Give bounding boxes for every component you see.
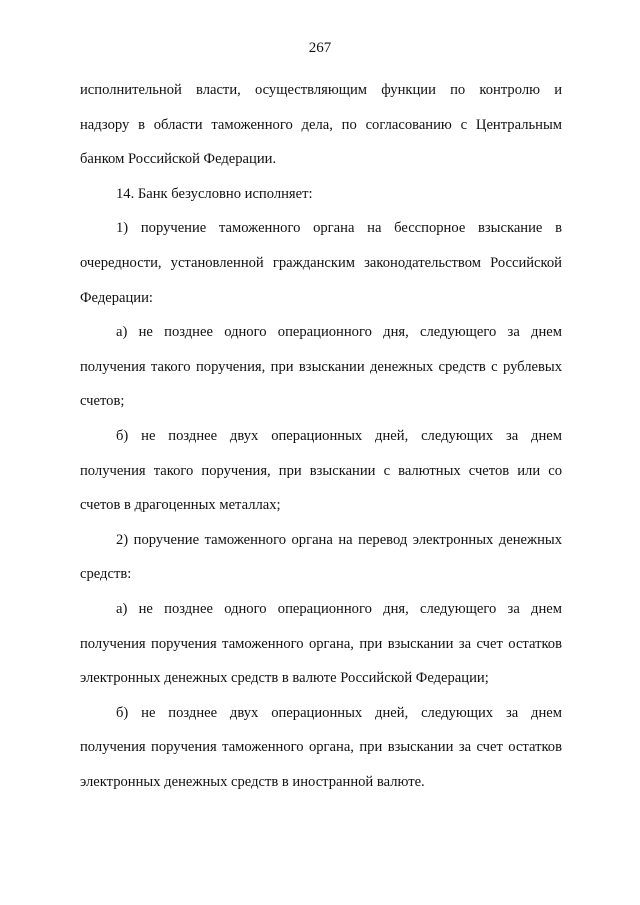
page-number: 267 <box>308 40 332 56</box>
paragraph-continuation <box>80 73 562 177</box>
text-line: электронных денежных средств в иностранной валюте. <box>80 773 425 790</box>
text-line: средств: <box>80 566 132 583</box>
text-line: а) не позднее одного операционного дня, следующего за днем <box>116 324 562 341</box>
text-line: счетов в драгоценных металлах; <box>80 497 281 514</box>
text-line: получения такого поручения, при взыскании с валютных счетов или со <box>80 462 562 479</box>
text-line: надзору в области таможенного дела, по согласованию с Центральным <box>80 116 562 133</box>
text-line: банком Российской Федерации. <box>80 151 277 168</box>
text-line: получения поручения таможенного органа, при взыскании за счет остатков <box>80 635 562 652</box>
paragraph-subitem-2a <box>80 592 562 696</box>
paragraph-item-14 <box>80 177 562 212</box>
text-line: Федерации: <box>80 289 153 306</box>
paragraph-subitem-1b <box>80 419 562 523</box>
document-body <box>80 73 562 799</box>
text-line: 1) поручение таможенного органа на бесспорное взыскание в <box>116 220 562 237</box>
text-line: очередности, установленной гражданским законодательством Российской <box>80 254 562 271</box>
paragraph-subitem-1 <box>80 211 562 315</box>
text-line: а) не позднее одного операционного дня, следующего за днем <box>116 600 562 617</box>
text-line: получения поручения таможенного органа, при взыскании за счет остатков <box>80 739 562 756</box>
text-line: 2) поручение таможенного органа на перевод электронных денежных <box>116 531 562 548</box>
text-line: 14. Банк безусловно исполняет: <box>116 185 313 202</box>
text-line: счетов; <box>80 393 125 410</box>
text-line: получения такого поручения, при взыскании денежных средств с рублевых <box>80 358 562 375</box>
text-line: б) не позднее двух операционных дней, следующих за днем <box>116 427 562 444</box>
paragraph-subitem-2 <box>80 523 562 592</box>
text-line: исполнительной власти, осуществляющим функции по контролю и <box>80 82 562 98</box>
paragraph-subitem-1a <box>80 315 562 419</box>
paragraph-subitem-2b <box>80 696 562 800</box>
text-line: б) не позднее двух операционных дней, следующих за днем <box>116 704 562 721</box>
text-line: электронных денежных средств в валюте Российской Федерации; <box>80 670 489 687</box>
